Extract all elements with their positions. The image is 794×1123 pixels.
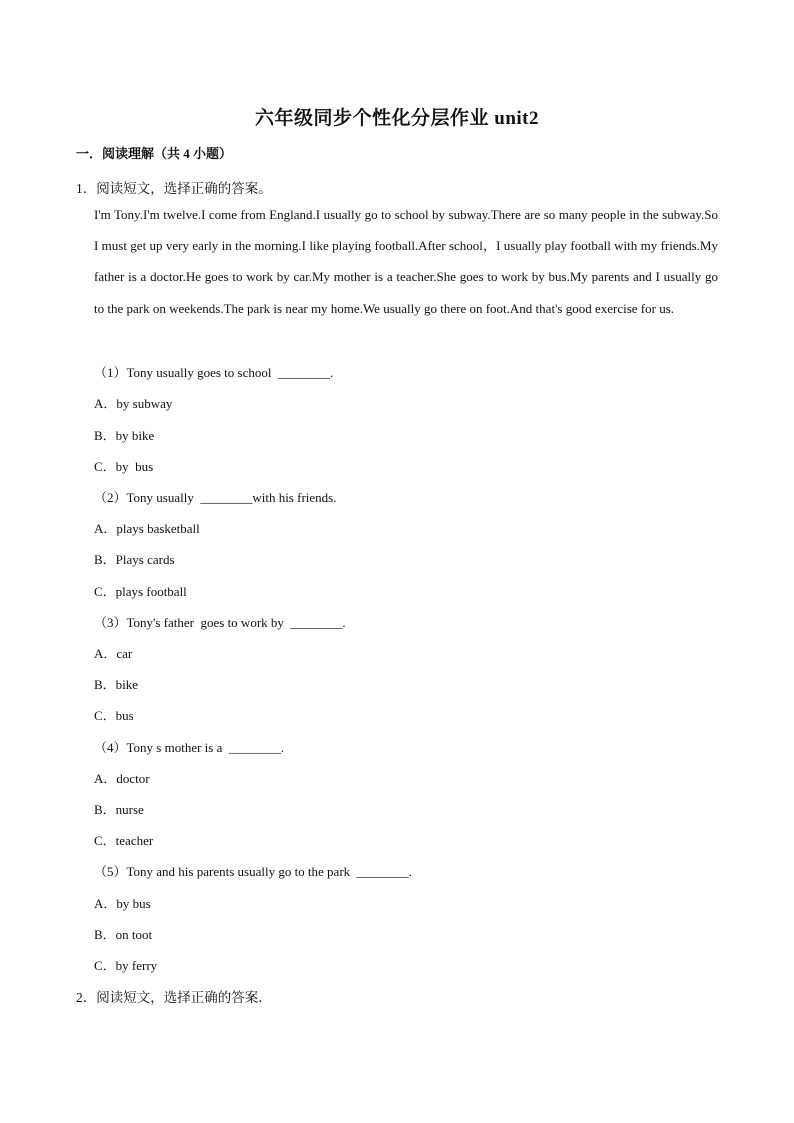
question-1-5-option-c: C．by ferry: [94, 958, 158, 973]
question-1-4-option-a: A．doctor: [94, 771, 150, 786]
question-1-3-option-a: A．car: [94, 646, 133, 661]
question-1-3-option-c: C．bus: [94, 708, 134, 723]
question-1-5-option-b: B．on toot: [94, 927, 153, 942]
question-1-instruction: 1．阅读短文，选择正确的答案。: [76, 181, 272, 196]
question-1-1-option-b: B．by bike: [94, 428, 155, 443]
question-1-3-option-b: B．bike: [94, 677, 139, 692]
question-1-4-option-c: C．teacher: [94, 833, 154, 848]
question-1-3-stem: （3）Tony's father goes to work by ________.: [94, 615, 346, 630]
question-1-5-stem: （5）Tony and his parents usually go to the park ________.: [94, 864, 412, 879]
question-1-5-option-a: A．by bus: [94, 896, 151, 911]
question-1-2-option-c: C．plays football: [94, 584, 187, 599]
question-1-1-option-c: C．by bus: [94, 459, 154, 474]
question-1-4-stem: （4）Tony s mother is a ________.: [94, 740, 285, 755]
page-title: 六年级同步个性化分层作业 unit2: [255, 108, 539, 129]
section-heading: 一．阅读理解（共 4 小题）: [76, 146, 233, 161]
question-1-1-option-a: A．by subway: [94, 396, 173, 411]
question-1-2-option-a: A．plays basketball: [94, 521, 200, 536]
question-1-2-option-b: B．Plays cards: [94, 552, 175, 567]
question-1-2-stem: （2）Tony usually ________with his friends.: [94, 490, 337, 505]
reading-passage: I'm Tony.I'm twelve.I come from England.I usually go to school by subway.There are so many people in the subway.So I must get up very early in the morning.I like playing football.After school，I usually play football with my friends.My father is a doctor.He goes to work by car.My mother is a teacher.She goes to work by bus.My parents and I usually go to the park on weekends.The park is near my home.We usually go there on foot.And that's good exercise for us.: [94, 207, 718, 316]
question-2-instruction: 2．阅读短文，选择正确的答案．: [76, 990, 272, 1005]
question-1-1-stem: （1）Tony usually goes to school ________.: [94, 365, 334, 380]
question-1-4-option-b: B．nurse: [94, 802, 144, 817]
